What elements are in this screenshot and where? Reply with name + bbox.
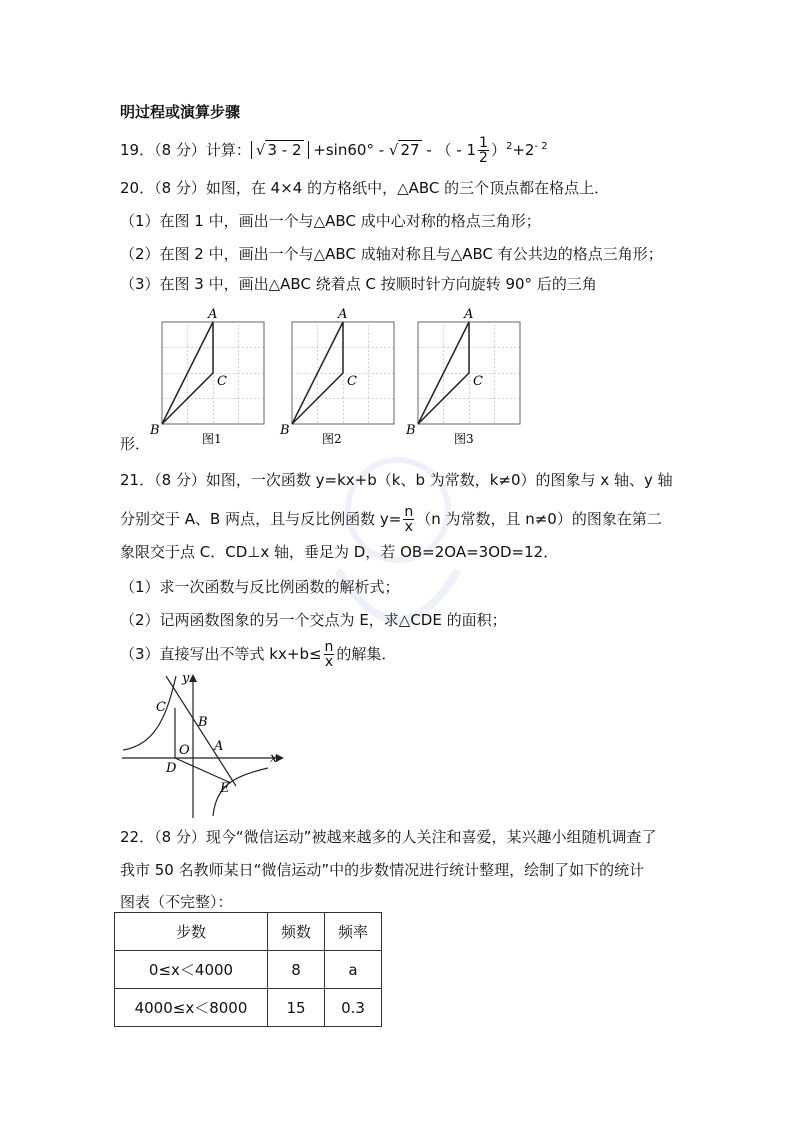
label-o: O xyxy=(179,743,190,758)
q22-line3: 图表（不完整）： xyxy=(120,893,233,911)
fig3-label-c: C xyxy=(473,374,483,389)
section-heading: 明过程或演算步骤 xyxy=(120,103,241,121)
fig2-caption: 图2 xyxy=(322,432,342,446)
question-19: 19．（8 分）计算： √ 3 - 2 +sin60° - √ 27 - （ - 1 $\frac{1}{2}$ ）$^2+2^{- 2}$ xyxy=(120,135,548,166)
q19-exp2: - 2 xyxy=(534,141,548,152)
label-d: D xyxy=(166,761,177,776)
label-e: E xyxy=(220,781,230,796)
table-header-row xyxy=(115,913,382,951)
q21-line1: 21．（8 分）如图，一次函数 y=kx+b（k、b 为常数，k≠0）的图象与 x 轴、y 轴 xyxy=(120,471,673,489)
label-x: x xyxy=(270,751,278,766)
fig2-label-a: A xyxy=(338,307,348,322)
fig2-label-c: C xyxy=(347,374,357,389)
table-cell: 4000≤x＜8000 xyxy=(115,989,268,1027)
q21-frac-den: x xyxy=(404,519,413,535)
q19-fraction xyxy=(478,136,489,165)
table-cell: 8 xyxy=(268,951,325,989)
table-row xyxy=(115,951,382,989)
q21-graph xyxy=(118,668,288,820)
q22-line2: 我市 50 名教师某日“微信运动”中的步数情况进行统计整理，绘制了如下的统计 xyxy=(120,861,645,879)
q19-part3: - （ - 1 xyxy=(426,141,477,159)
frequency-table xyxy=(114,912,382,1027)
q22-line1: 22．（8 分）现今“微信运动”被越来越多的人关注和喜爱，某兴趣小组随机调查了 xyxy=(120,828,657,846)
fig3-label-b: B xyxy=(406,423,416,438)
q19-sqrt27: 27 xyxy=(400,141,420,159)
q20-part2: （2）在图 2 中，画出一个与△ABC 成轴对称且与△ABC 有公共边的格点三角形； xyxy=(120,245,663,263)
q20-part1: （1）在图 1 中，画出一个与△ABC 成中心对称的格点三角形； xyxy=(120,212,541,230)
fig1-label-c: C xyxy=(217,374,227,389)
table-cell: 0≤x＜4000 xyxy=(115,951,268,989)
q19-abs-inner: 3 - 2 xyxy=(267,141,302,159)
q21-line2b: （n 为常数，且 n≠0）的图象在第二 xyxy=(416,510,662,528)
fig1-caption: 图1 xyxy=(202,432,222,446)
label-b: B xyxy=(198,715,208,730)
q20-part3-end: 形． xyxy=(120,435,151,453)
q21-part1: （1）求一次函数与反比例函数的解析式； xyxy=(120,578,400,596)
q19-abs: √ 3 - 2 xyxy=(251,141,309,159)
q19-prefix: 19．（8 分）计算： xyxy=(120,141,251,159)
q19-part4: ） xyxy=(490,141,506,159)
y-axis-arrow xyxy=(189,674,197,682)
q21-part3b: 的解集． xyxy=(336,645,397,663)
table-cell: 15 xyxy=(268,989,325,1027)
q21-p3-den: x xyxy=(324,654,334,670)
table-cell: 0.3 xyxy=(325,989,382,1027)
figure-1 xyxy=(149,307,264,446)
q19-part5: +2 xyxy=(512,141,535,159)
watermark-wreath xyxy=(318,450,478,680)
q19-frac-den: 2 xyxy=(479,150,488,166)
fig1-label-b: B xyxy=(150,423,160,438)
fig2-label-b: B xyxy=(280,423,290,438)
q21-line2a: 分别交于 A、B 两点，且与反比例函数 y= xyxy=(120,510,402,528)
table-header-cell: 步数 xyxy=(115,913,268,951)
hyperbola-q2 xyxy=(123,676,176,750)
fig3-caption: 图3 xyxy=(454,432,474,446)
fig1-label-a: A xyxy=(208,307,218,322)
q21-p3-num: n xyxy=(324,639,334,655)
figure-3 xyxy=(405,307,520,446)
label-a: A xyxy=(214,739,224,754)
fig3-label-a: A xyxy=(464,307,474,322)
q21-part3a: （3）直接写出不等式 kx+b≤ xyxy=(120,645,322,663)
table-cell: a xyxy=(325,951,382,989)
q19-exp1: 2 xyxy=(505,141,513,152)
segment-de xyxy=(175,758,231,783)
q19-frac-num: 1 xyxy=(479,135,488,151)
q21-frac-num: n xyxy=(404,504,414,520)
table-row xyxy=(115,989,382,1027)
q19-part2: +sin60° - xyxy=(313,141,385,159)
label-c: C xyxy=(156,700,166,715)
label-y: y xyxy=(182,671,190,686)
q21-line3: 象限交于点 C．CD⊥x 轴，垂足为 D，若 OB=2OA=3OD=12． xyxy=(120,543,559,561)
q20-part3: （3）在图 3 中，画出△ABC 绕着点 C 按顺时针方向旋转 90° 后的三角 xyxy=(120,275,597,293)
figure-2 xyxy=(279,307,394,446)
q20-figures xyxy=(140,300,560,450)
q20-stem: 20．（8 分）如图，在 4×4 的方格纸中，△ABC 的三个顶点都在格点上． xyxy=(120,179,610,197)
table-header-cell: 频率 xyxy=(325,913,382,951)
table-header-cell: 频数 xyxy=(268,913,325,951)
q21-part2: （2）记两函数图象的另一个交点为 E，求△CDE 的面积； xyxy=(120,611,507,629)
